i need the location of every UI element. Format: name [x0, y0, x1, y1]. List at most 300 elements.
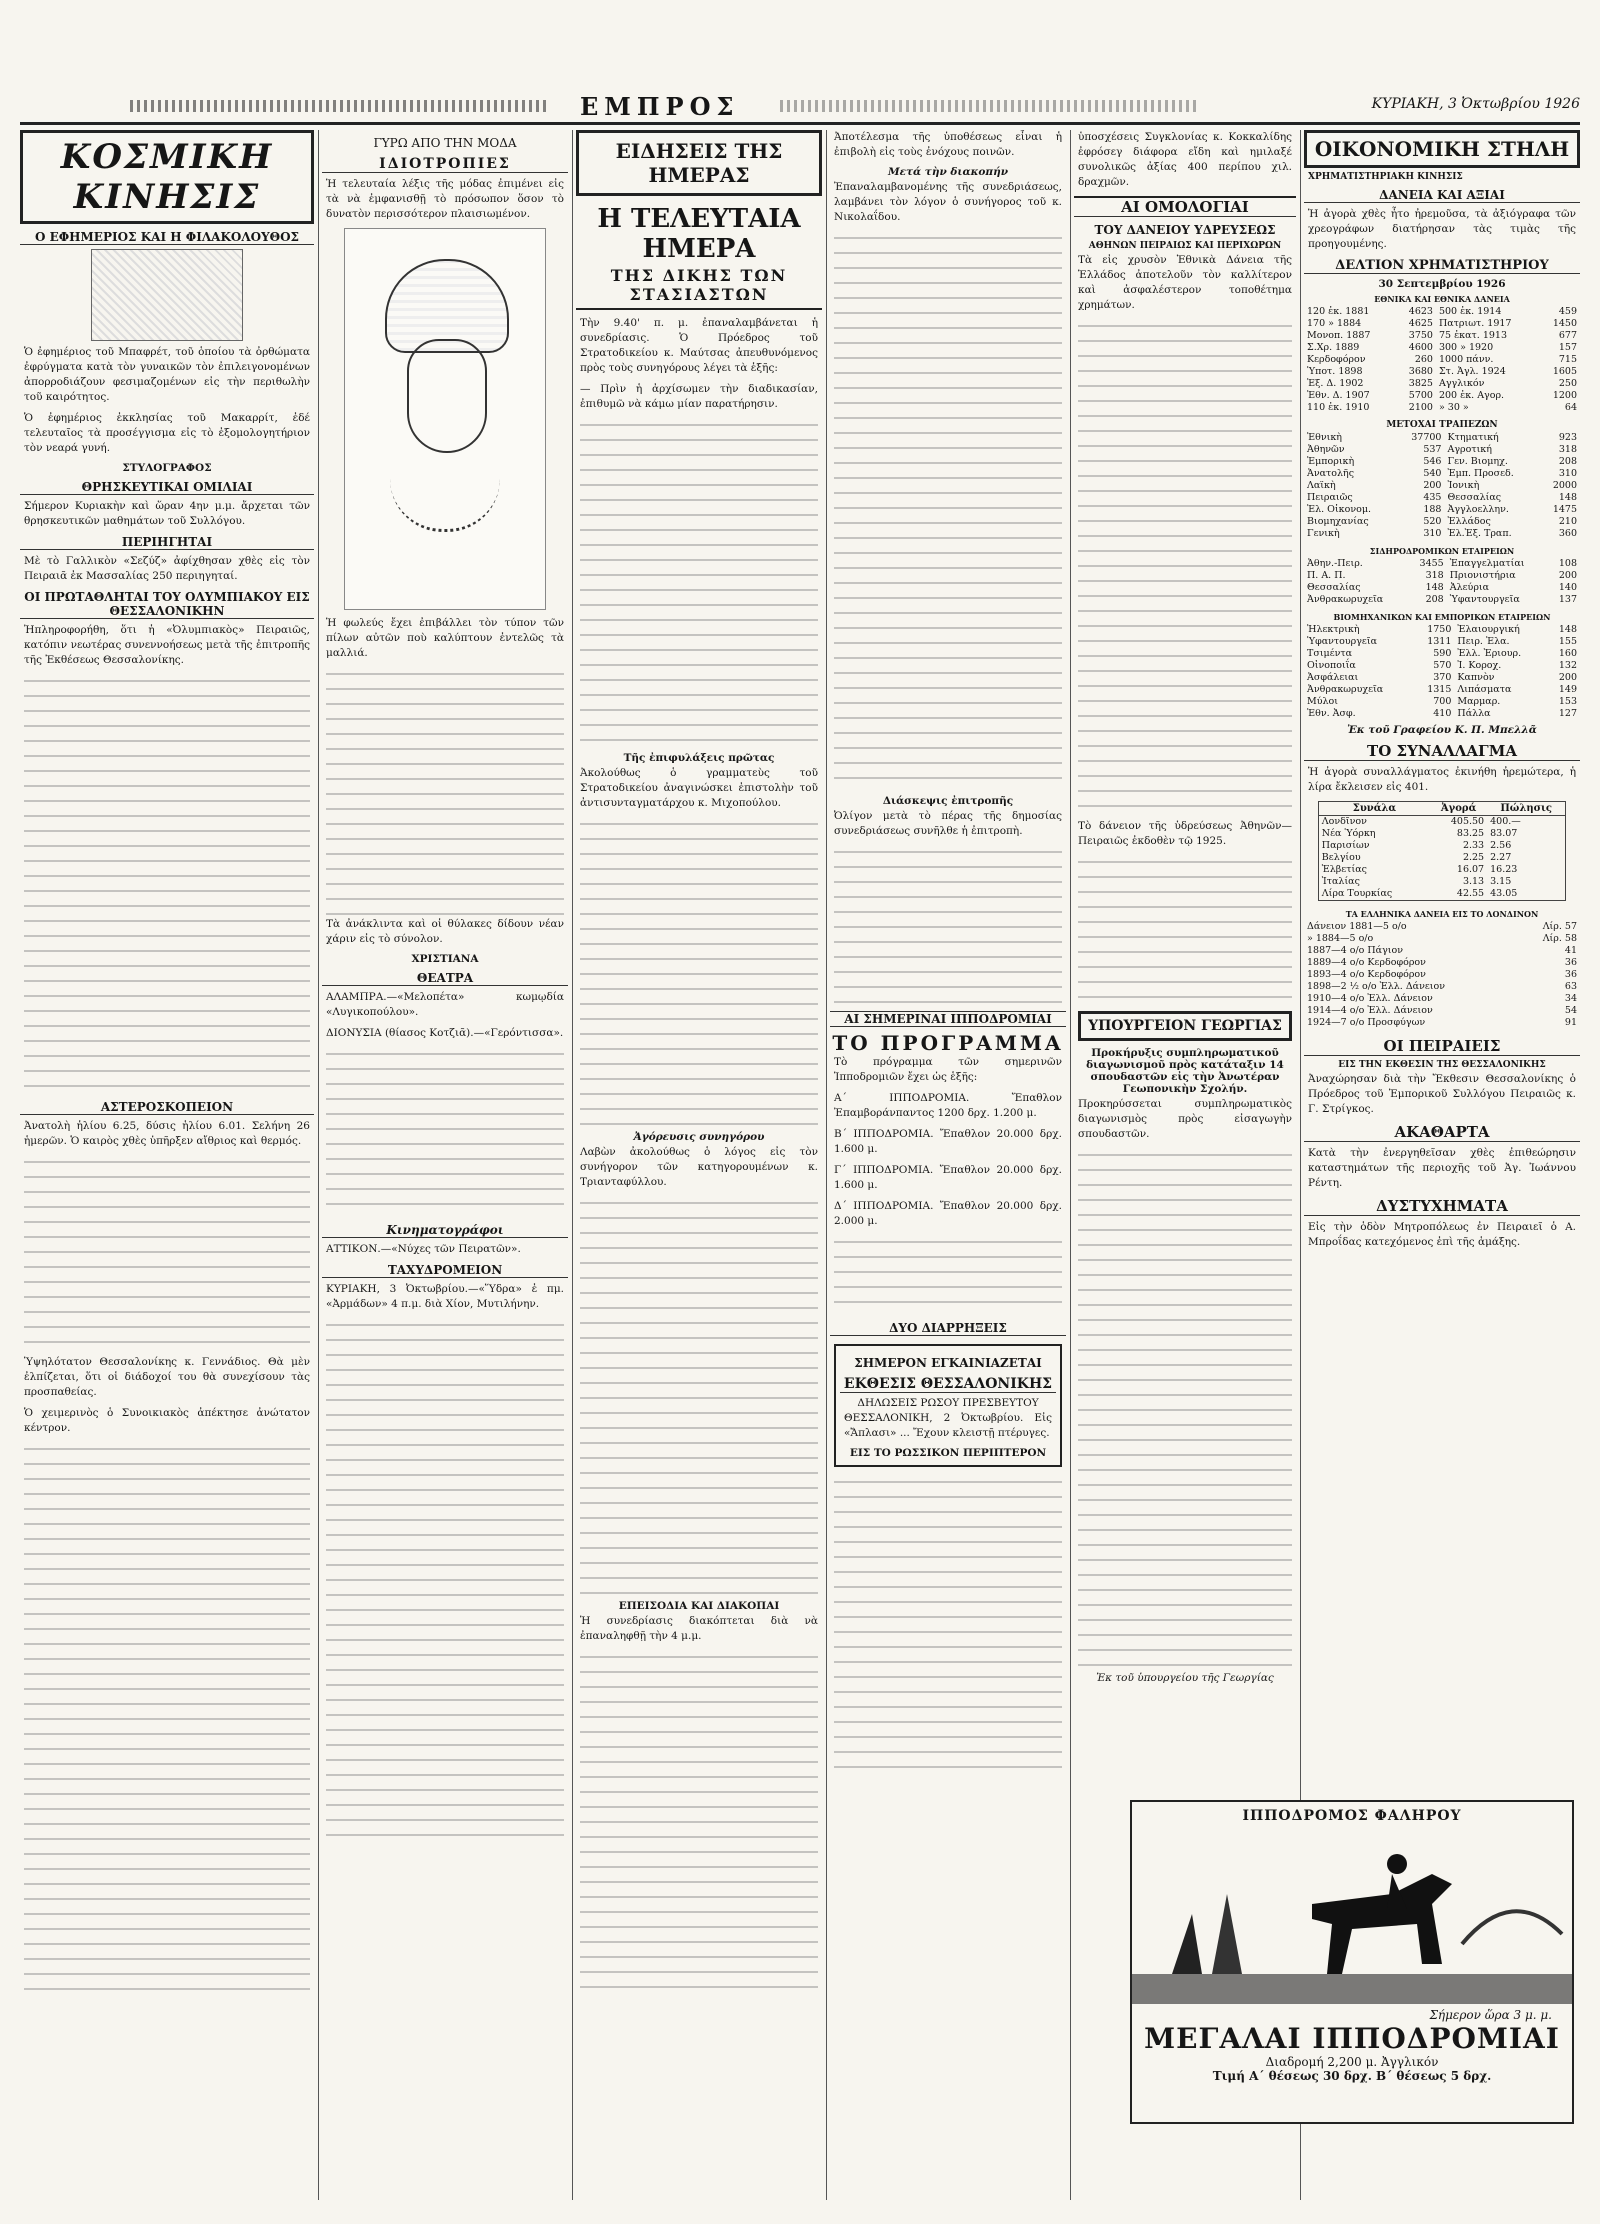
fx-row — [1318, 876, 1565, 888]
table-cell: 2100 — [1408, 402, 1433, 413]
table-title: ΕΘΝΙΚΑ ΚΑΙ ΕΘΝΙΚΑ ΔΑΝΕΙΑ — [1374, 294, 1510, 304]
table-cell: 459 — [1558, 306, 1577, 317]
exchange-headline: ΤΟ ΣΥΝΑΛΛΑΓΜΑ — [1304, 742, 1580, 761]
article-text: Ἀκολούθως ὁ γραμματεὺς τοῦ Στρατοδικείου ἀναγινώσκει ἐπιστολὴν τοῦ ἀντισυνταγματάρχου κ. Μιχοπούλου. — [580, 767, 818, 809]
table-cell: 537 — [1423, 444, 1442, 455]
subheading: ΕΙΣ ΤΗΝ ΕΚΘΕΣΙΝ ΤΗΣ ΘΕΣΣΑΛΟΝΙΚΗΣ — [1338, 1060, 1546, 1070]
rail-row — [1304, 558, 1580, 570]
table-cell: 83.25 — [1456, 828, 1485, 839]
article-headline: ΟΙ ΠΕΙΡΑΙΕΙΣ — [1304, 1037, 1580, 1056]
table-cell: Πριονιστήρια — [1449, 570, 1516, 581]
table-cell: 149 — [1558, 684, 1577, 695]
table-cell: 157 — [1558, 342, 1577, 353]
article-text: Ἡ ἀγορὰ χθὲς ἦτο ἠρεμοῦσα, τὰ ἀξιόγραφα τῶν χρεογράφων διατήρησαν τὰς τιμὰς τῆς προηγουμένης. — [1308, 208, 1576, 250]
masthead-title: ΕΜΠΡΟΣ — [580, 92, 740, 121]
table-title: ΤΑ ΕΛΛΗΝΙΚΑ ΔΑΝΕΙΑ ΕΙΣ ΤΟ ΛΟΝΔΙΝΟΝ — [1345, 909, 1539, 919]
table-cell: Σ.Χρ. 1889 — [1307, 342, 1360, 353]
table-cell: Ἐλλ. Ἐριουρ. — [1457, 648, 1522, 659]
subheading: Ἀγόρευσις συνηγόρου — [633, 1131, 765, 1143]
table-cell: 715 — [1558, 354, 1577, 365]
table-cell: 1200 — [1552, 390, 1577, 401]
table-cell: Βιομηχανίας — [1307, 516, 1369, 527]
article-text: Τὴν 9.40' π. μ. ἐπαναλαμβάνεται ἡ συνεδρίασις. Ὁ Πρόεδρος τοῦ Στρατοδικείου κ. Μαύτσας ἀπευθυνόμενος πρὸς τοὺς συνηγόρους λέγει τὰ ἑξῆς: — [580, 317, 818, 374]
industry-row — [1304, 660, 1580, 672]
table-cell: 2.56 — [1490, 840, 1512, 851]
ad-line2: Τιμή Α΄ θέσεως 30 δρχ. Β΄ θέσεως 5 δρχ. — [1212, 2069, 1492, 2083]
table-cell: 153 — [1558, 696, 1577, 707]
table-cell: 435 — [1423, 492, 1442, 503]
table-cell: 148 — [1425, 582, 1444, 593]
bank-row — [1304, 528, 1580, 540]
table-cell: 310 — [1558, 468, 1577, 479]
table-cell: Κερδοφόρον — [1307, 354, 1366, 365]
table-cell: 120 ἐκ. 1881 — [1307, 306, 1370, 317]
bank-row — [1304, 456, 1580, 468]
race-entry: Β΄ ΙΠΠΟΔΡΟΜΙΑ. Ἔπαθλον 20.000 δρχ. 1.600 μ. — [834, 1128, 1062, 1155]
table-cell: 4625 — [1408, 318, 1433, 329]
table-cell: Γεν. Βιομηχ. — [1447, 456, 1508, 467]
filler-lines — [1078, 319, 1292, 819]
masthead-date: ΚΥΡΙΑΚΗ, 3 Ὀκτωβρίου 1926 — [1371, 96, 1580, 112]
industry-row — [1304, 684, 1580, 696]
filler-lines — [24, 674, 310, 1094]
race-entry: Α΄ ΙΠΠΟΔΡΟΜΙΑ. Ἔπαθλον Ἐπαμβοράνπαντος 1200 δρχ. 1.200 μ. — [834, 1092, 1062, 1119]
table-cell: Ἐμπορικὴ — [1307, 456, 1355, 467]
filler-lines — [834, 845, 1062, 1005]
table-cell: Ἀθηνῶν — [1307, 444, 1345, 455]
article-text: ὑποσχέσεις Συγκλονίας κ. Κοκκαλίδης ἐφρόσεγ διάφορα εἴδη καὶ ημιλαξέ συνολικῶς ἀξίας 400 περίπου χιλ. δραχμῶν. — [1078, 131, 1292, 188]
article-headline: ΑΙ ΟΜΟΛΟΓΙΑΙ — [1074, 196, 1296, 217]
article-headline: ΑΣΤΕΡΟΣΚΟΠΕΙΟΝ — [20, 1100, 314, 1115]
table-cell: Ἐθν. Δ. 1907 — [1307, 390, 1370, 401]
table-cell: Καπνὸν — [1457, 672, 1495, 683]
article-headline: ΘΡΗΣΚΕΥΤΙΚΑΙ ΟΜΙΛΙΑΙ — [20, 480, 314, 495]
filler-lines — [24, 1442, 310, 2002]
table-cell: Ἰ. Κοροχ. — [1457, 660, 1502, 671]
table-cell: Ἰταλίας — [1321, 876, 1360, 887]
fx-column-header: Συνάλα — [1318, 802, 1430, 816]
table-cell: Λίρα Τουρκίας — [1321, 888, 1393, 899]
table-cell: 318 — [1558, 444, 1577, 455]
london-row — [1304, 921, 1580, 933]
section-banner-news: ΕΙΔΗΣΕΙΣ ΤΗΣ ΗΜΕΡΑΣ — [576, 130, 822, 196]
table-cell: Ἐλ.Ἐξ. Τραπ. — [1447, 528, 1512, 539]
article-text: Ἡ φωλεύς ἔχει ἐπιβάλλει τὸν τύπον τῶν πίλων αὐτῶν ποὺ καλύπτουν ἐντελῶς τὰ μαλλιά. — [326, 617, 564, 659]
table-cell: 1311 — [1427, 636, 1452, 647]
table-cell: Ὑφαντουργεῖα — [1449, 594, 1520, 605]
fx-row — [1318, 852, 1565, 864]
london-row — [1304, 933, 1580, 945]
table-cell: 400.— — [1490, 816, 1521, 827]
table-cell: 923 — [1558, 432, 1577, 443]
table-cell: 148 — [1558, 492, 1577, 503]
table-cell: 155 — [1558, 636, 1577, 647]
article-headline: ΤΟΥ ΔΑΝΕΙΟΥ ΥΔΡΕΥΣΕΩΣ — [1094, 223, 1276, 237]
listing: ΔΙΟΝΥΣΙΑ (θίασος Κοτζιᾶ).—«Γερόντισσα». — [326, 1027, 564, 1039]
racecourse-advertisement — [1130, 1800, 1574, 2124]
table-cell: Ἀγγλοελλην. — [1447, 504, 1509, 515]
article-text: Ἡ ἀγορὰ συναλλάγματος ἐκινήθη ἠρεμώτερα, ἡ λίρα ἔκλεισεν εἰς 401. — [1308, 766, 1576, 793]
table-cell: 43.05 — [1490, 888, 1518, 899]
filler-lines — [834, 1475, 1062, 1775]
table-cell: 16.07 — [1456, 864, 1485, 875]
subheading: Διάσκεψις ἐπιτροπῆς — [882, 795, 1014, 807]
racing-program-title: ΤΟ ΠΡΟΓΡΑΜΜΑ — [832, 1031, 1064, 1055]
table-cell: Ὑφαντουργεῖα — [1307, 636, 1377, 647]
filler-lines — [834, 231, 1062, 791]
table-cell: » 1884—5 ο/ο — [1307, 933, 1374, 944]
table-cell: Πατριωτ. 1917 — [1438, 318, 1512, 329]
article-headline: Ο ΕΦΗΜΕΡΙΟΣ ΚΑΙ Η ΦΙΛΑΚΟΛΟΥΘΟΣ — [20, 230, 314, 245]
table-cell: 1887—4 ο/ο Πάγιον — [1307, 945, 1403, 956]
loan-row — [1304, 342, 1580, 354]
table-cell: 3825 — [1408, 378, 1433, 389]
table-cell: Ἐλαιουργική — [1457, 624, 1520, 635]
article-text: Λαβὼν ἀκολούθως ὁ λόγος εἰς τὸν συνήγορον τῶν κατηγορουμένων κ. Τριανταφύλλου. — [580, 1146, 818, 1188]
table-cell: Ἀθην.-Πειρ. — [1307, 558, 1363, 569]
table-cell: 1889—4 ο/ο Κερδοφόρον — [1307, 957, 1426, 968]
article-text: Τὸ δάνειον τῆς ὑδρεύσεως Ἀθηνῶν—Πειραιῶς ἐκδοθὲν τῷ 1925. — [1078, 820, 1292, 847]
table-cell: 1605 — [1552, 366, 1577, 377]
table-cell: 148 — [1558, 624, 1577, 635]
fx-row — [1318, 864, 1565, 876]
table-cell: 188 — [1423, 504, 1442, 515]
table-cell: 1910—4 ο/ο Ἐλλ. Δάνειον — [1307, 993, 1433, 1004]
loan-row — [1304, 330, 1580, 342]
article-text: Ὀλίγον μετὰ τὸ πέρας τῆς δημοσίας συνεδριάσεως συνῆλθε ἡ ἐπιτροπὴ. — [834, 810, 1062, 837]
bank-row — [1304, 516, 1580, 528]
table-cell: 2.33 — [1462, 840, 1485, 851]
article-headline: ΟΙ ΠΡΩΤΑΘΛΗΤΑΙ ΤΟΥ ΟΛΥΜΠΙΑΚΟΥ ΕΙΣ ΘΕΣΣΑΛΟΝΙΚΗΝ — [20, 590, 314, 619]
section-head-cinemas: Κινηματογράφοι — [322, 1223, 568, 1238]
table-cell: 1475 — [1552, 504, 1577, 515]
table-cell: 318 — [1425, 570, 1444, 581]
column-rule — [1070, 130, 1071, 2200]
table-title: ΒΙΟΜΗΧΑΝΙΚΩΝ ΚΑΙ ΕΜΠΟΡΙΚΩΝ ΕΤΑΙΡΕΙΩΝ — [1333, 612, 1551, 622]
rail-table — [1304, 558, 1580, 606]
table-cell: 2000 — [1552, 480, 1577, 491]
industry-row — [1304, 636, 1580, 648]
table-cell: 260 — [1414, 354, 1433, 365]
table-cell: Ἀνθρακωρυχεῖα — [1307, 684, 1384, 695]
race-entry: Γ΄ ΙΠΠΟΔΡΟΜΙΑ. Ἔπαθλον 20.000 δρχ. 1.600 μ. — [834, 1164, 1062, 1191]
table-cell: Λονδῖνον — [1321, 816, 1367, 827]
table-cell: 405.50 — [1450, 816, 1485, 827]
fashion-illustration — [344, 228, 546, 610]
column-news — [576, 130, 822, 2200]
article-text: Ὑψηλότατον Θεσσαλονίκης κ. Γεννάδιος. Θὰ μὲν ἐλπίζεται, ὅτι οἱ διάδοχοί του θὰ συνεχίσουν τὰς προσπαθείας. — [24, 1356, 310, 1398]
industry-row — [1304, 696, 1580, 708]
signature: ΧΡΙΣΤΙΑΝΑ — [411, 953, 479, 965]
article-text: Προκηρύσσεται συμπληρωματικὸς διαγωνισμὸς πρὸς εἰσαγωγὴν σπουδαστῶν. — [1078, 1098, 1292, 1140]
table-cell: 1000 πάνν. — [1438, 354, 1494, 365]
table-cell: 132 — [1558, 660, 1577, 671]
article-text: — Πρὶν ἡ ἀρχίσωμεν τὴν διαδικασίαν, ἐπιθυμῶ νὰ κάμω μίαν παρατήρησιν. — [580, 383, 818, 410]
fx-row — [1318, 828, 1565, 840]
london-row — [1304, 969, 1580, 981]
subheading: ΔΗΛΩΣΕΙΣ ΡΩΣΟΥ ΠΡΕΣΒΕΥΤΟΥ — [857, 1397, 1039, 1409]
article-text: Τὸ πρόγραμμα τῶν σημερινῶν Ἱπποδρομιῶν ἔχει ὡς ἑξῆς: — [834, 1056, 1062, 1083]
table-cell: 5700 — [1408, 390, 1433, 401]
table-cell: 677 — [1558, 330, 1577, 341]
table-cell: Δάνειον 1881—5 ο/ο — [1307, 921, 1407, 932]
table-cell: 1750 — [1427, 624, 1452, 635]
section-head-post: ΤΑΧΥΔΡΟΜΕΙΟΝ — [322, 1263, 568, 1278]
article-text: Ἀναχώρησαν διὰ τὴν Ἔκθεσιν Θεσσαλονίκης ὁ Πρόεδρος τοῦ Ἐμπορικοῦ Συλλόγου Πειραιῶς κ. Γ. Στρίγκος. — [1308, 1073, 1576, 1115]
masthead-ornament — [130, 100, 550, 112]
table-cell: Πειρ. Ἐλα. — [1457, 636, 1510, 647]
column-fashion — [322, 130, 568, 2200]
article-text: Ὁ ἐφημέριος τοῦ Μπαφρέτ, τοῦ ὁποίου τὰ ὀρθώματα ἐφρύγματα κατὰ τὸν γυναικῶν τὸν ἐπιλειγονομένων ἀπορροδιάζουν φεσιμαζομένων εἰς τὴν περιθωλὴν τοῦ καιρότητος. — [24, 346, 310, 403]
london-row — [1304, 1017, 1580, 1029]
table-cell: 63 — [1564, 981, 1577, 992]
table-cell: 590 — [1433, 648, 1452, 659]
article-text: ΘΕΣΣΑΛΟΝΙΚΗ, 2 Ὀκτωβρίου. Εἰς «Ἄπλασι» ... Ἔχουν κλειστῇ πτέρυγες. — [844, 1412, 1052, 1439]
column-news-2 — [830, 130, 1066, 2200]
fx-column-header: Πώλησις — [1487, 802, 1566, 816]
table-cell: Μύλοι — [1307, 696, 1338, 707]
signature: Ἐκ τοῦ Γραφείου Κ. Π. Μπελλᾶ — [1347, 724, 1537, 736]
table-cell: 1450 — [1552, 318, 1577, 329]
ad-line1: Διαδρομή 2,200 μ. Ἀγγλικόν — [1265, 2055, 1439, 2069]
table-cell: Μαρμαρ. — [1457, 696, 1501, 707]
table-cell: 110 ἐκ. 1910 — [1307, 402, 1370, 413]
table-cell: Ἰονικὴ — [1447, 480, 1480, 491]
loan-row — [1304, 306, 1580, 318]
section-banner-kosmiki: ΚΟΣΜΙΚΗ ΚΙΝΗΣΙΣ — [20, 130, 314, 224]
exhibition-box — [834, 1344, 1062, 1467]
ad-time: Σήμερον ὥρα 3 μ. μ. — [1429, 2008, 1552, 2022]
london-row — [1304, 981, 1580, 993]
table-cell: Οἰνοποιΐα — [1307, 660, 1356, 671]
table-cell: Θεσσαλίας — [1447, 492, 1502, 503]
london-row — [1304, 1005, 1580, 1017]
table-cell: 36 — [1564, 957, 1577, 968]
fx-row — [1318, 816, 1565, 829]
fx-row — [1318, 840, 1565, 852]
table-cell: 42.55 — [1456, 888, 1485, 899]
headline-sub: ΤΗΣ ΔΙΚΗΣ ΤΩΝ ΣΤΑΣΙΑΣΤΩΝ — [576, 266, 822, 310]
bank-row — [1304, 480, 1580, 492]
bank-row — [1304, 444, 1580, 456]
table-cell: Λαϊκὴ — [1307, 480, 1336, 491]
article-text: Ἠπληροφορήθη, ὅτι ἡ «Ὀλυμπιακὸς» Πειραιῶς, κατόπιν νεωτέρας συνεννοήσεως μετὰ τῆς ἐπιτροπῆς τῆς Ἐκθέσεως Θεσσαλονίκης. — [24, 624, 310, 666]
filler-lines — [1078, 1148, 1292, 1668]
table-cell: Ὑποτ. 1898 — [1307, 366, 1363, 377]
subheading: ΕΠΕΙΣΟΔΙΑ ΚΑΙ ΔΙΑΚΟΠΑΙ — [618, 1600, 780, 1612]
industry-row — [1304, 624, 1580, 636]
industry-row — [1304, 672, 1580, 684]
article-text: Ἀποτέλεσμα τῆς ὑποθέσεως εἶναι ἡ ἐπιβολὴ εἰς τοὺς ἐνόχους ποινῶν. — [834, 131, 1062, 158]
table-cell: » 30 » — [1438, 402, 1469, 413]
table-cell: Αγροτική — [1447, 444, 1492, 455]
subheading: ΧΡΗΜΑΤΙΣΤΗΡΙΑΚΗ ΚΙΝΗΣΙΣ — [1308, 172, 1463, 182]
masthead — [20, 92, 1580, 125]
listing: ΑΤΤΙΚΟΝ.—«Νύχες τῶν Πειρατῶν». — [326, 1243, 521, 1255]
table-cell: 3455 — [1419, 558, 1444, 569]
rail-row — [1304, 582, 1580, 594]
table-cell: Κτηματική — [1447, 432, 1499, 443]
column-rule — [826, 130, 827, 2200]
loan-row — [1304, 378, 1580, 390]
table-cell: 200 — [1558, 570, 1577, 581]
table-cell: Ἐλ. Οἰκονομ. — [1307, 504, 1372, 515]
filler-lines — [580, 1196, 818, 1596]
subheading: ΕΙΣ ΤΟ ΡΩΣΣΙΚΟΝ ΠΕΡΙΠΤΕΡΟΝ — [849, 1447, 1047, 1459]
stock-bulletin-title: ΔΕΛΤΙΟΝ ΧΡΗΜΑΤΙΣΤΗΡΙΟΥ — [1304, 258, 1580, 274]
column-rule — [572, 130, 573, 2200]
racing-headline: ΑΙ ΣΗΜΕΡΙΝΑΙ ΙΠΠΟΔΡΟΜΙΑΙ — [830, 1011, 1066, 1027]
article-text: Τὰ εἰς χρυσὸν Ἑθνικὰ Δάνεια τῆς Ἑλλάδος ἀποτελοῦν τὸν καλλίτερον καὶ ἀσφαλέστερον τοποθέτημα χρημάτων. — [1078, 254, 1292, 311]
article-headline: ΔΥΟ ΔΙΑΡΡΗΞΕΙΣ — [830, 1321, 1066, 1336]
article-text: Κατὰ τὴν ἐνεργηθεῖσαν χθὲς ἐπιθεώρησιν καταστημάτων τῆς περιοχῆς τοῦ Ἀγ. Ἰωάννου Ρέντη. — [1308, 1147, 1576, 1189]
table-cell: 64 — [1564, 402, 1577, 413]
table-cell: Ἀνατολῆς — [1307, 468, 1355, 479]
article-text: Τὰ ἀνάκλιντα καὶ οἱ θύλακες δίδουν νέαν χάριν εἰς τὸ σύνολον. — [326, 918, 564, 945]
listing: ΑΛΑΜΠΡΑ.—«Μελοπέτα» κωμῳδία «Λυγικοπούλου». — [326, 991, 564, 1018]
ad-title: ΙΠΠΟΔΡΟΜΟΣ ΦΑΛΗΡΟΥ — [1242, 1808, 1462, 1824]
table-cell: Πάλλα — [1457, 708, 1491, 719]
table-cell: Παρισίων — [1321, 840, 1370, 851]
table-cell: Ἑλβετίας — [1321, 864, 1367, 875]
horse-rider-illustration — [1132, 1824, 1572, 2004]
table-cell: Ἐθν. Ἀσφ. — [1307, 708, 1356, 719]
table-title: ΜΕΤΟΧΑΙ ΤΡΑΠΕΖΩΝ — [1386, 420, 1498, 430]
table-cell: 1315 — [1427, 684, 1452, 695]
table-cell: Στ. Ἀγλ. 1924 — [1438, 366, 1506, 377]
table-cell: Λίρ. 57 — [1542, 921, 1577, 932]
table-cell: Ἠλεκτρικὴ — [1307, 624, 1360, 635]
table-cell: Μονοπ. 1887 — [1307, 330, 1371, 341]
table-cell: 127 — [1558, 708, 1577, 719]
table-cell: 370 — [1433, 672, 1452, 683]
table-cell: Πειραιῶς — [1307, 492, 1353, 503]
industry-table — [1304, 624, 1580, 720]
table-cell: Ἐπαγγελματίαι — [1449, 558, 1525, 569]
loan-row — [1304, 366, 1580, 378]
necklace-shape — [390, 479, 500, 532]
subheading: Προκήρυξις συμπληρωματικοῦ διαγωνισμοῦ πρὸς κατάταξιν 14 σπουδαστῶν εἰς τὴν Ἀνωτέραν Γεωπονικὴν Σχολήν. — [1086, 1047, 1284, 1095]
table-cell: 1914—4 ο/ο Ἐλλ. Δάνειον — [1307, 1005, 1433, 1016]
article-headline: ΕΚΘΕΣΙΣ ΘΕΣΣΑΛΟΝΙΚΗΣ — [840, 1376, 1056, 1393]
table-cell: Ἐμπ. Προσεδ. — [1447, 468, 1514, 479]
london-row — [1304, 945, 1580, 957]
subheading: ΑΘΗΝΩΝ ΠΕΙΡΑΙΩΣ ΚΑΙ ΠΕΡΙΧΩΡΩΝ — [1088, 241, 1282, 251]
table-cell: Νέα Ὑόρκη — [1321, 828, 1376, 839]
table-cell: 140 — [1558, 582, 1577, 593]
table-cell: 540 — [1423, 468, 1442, 479]
table-cell: Ἐθνικὴ — [1307, 432, 1342, 443]
bank-row — [1304, 468, 1580, 480]
article-text: Ὁ ἐφημέριος ἐκκλησίας τοῦ Μακαρρίτ, ἐδέ τελευταῖος τὰ προσέγγισμα εἰς τὸ ἐξομολογητήριον τὸν νεαρά γυνή. — [24, 412, 310, 454]
table-cell: 410 — [1433, 708, 1452, 719]
london-row — [1304, 957, 1580, 969]
article-headline: ΔΥΣΤΥΧΗΜΑΤΑ — [1304, 1197, 1580, 1216]
table-cell: 16.23 — [1490, 864, 1518, 875]
column-social — [20, 130, 314, 2200]
loan-row — [1304, 390, 1580, 402]
banks-table — [1304, 432, 1580, 540]
article-text: Ἡ τελευταία λέξις τῆς μόδας ἐπιμένει εἰς τὰ νὰ ἐμφανισθῇ τὸ πρόσωπον ὅσον τὸ δυνατὸν περισσότερον πλαισιωμένον. — [326, 178, 564, 220]
filler-lines — [24, 1155, 310, 1355]
table-cell: 4623 — [1408, 306, 1433, 317]
filler-lines — [580, 418, 818, 748]
listing: ΚΥΡΙΑΚΗ, 3 Ὀκτωβρίου.—«Ὕδρα» ἐ πμ. «Ἀρμάδων» 4 π.μ. διὰ Χίον, Μυτιλήνην. — [326, 1283, 564, 1310]
table-cell: 200 — [1423, 480, 1442, 491]
table-cell: 37700 — [1411, 432, 1442, 443]
table-cell: 1893—4 ο/ο Κερδοφόρον — [1307, 969, 1426, 980]
article-text: Ἀνατολὴ ἡλίου 6.25, δύσις ἡλίου 6.01. Σελήνη 26 ἡμερῶν. Ὁ καιρὸς χθὲς ὑπῆρξεν αἴθριος καὶ θερμός. — [24, 1120, 310, 1147]
bank-row — [1304, 504, 1580, 516]
table-cell: 520 — [1423, 516, 1442, 527]
table-cell: 34 — [1564, 993, 1577, 1004]
signature: ΣΤΥΛΟΓΡΑΦΟΣ — [122, 462, 212, 474]
table-cell: 54 — [1564, 1005, 1577, 1016]
table-cell: 2.27 — [1490, 852, 1512, 863]
table-cell: 91 — [1564, 1017, 1577, 1028]
table-cell: Ἐξ. Δ. 1902 — [1307, 378, 1364, 389]
table-cell: Ἐλλάδος — [1447, 516, 1491, 527]
table-cell: Αγγλικόν — [1438, 378, 1485, 389]
table-cell: 300 » 1920 — [1438, 342, 1494, 353]
table-cell: 83.07 — [1490, 828, 1518, 839]
fx-table — [1318, 801, 1566, 901]
face-shape — [407, 339, 487, 453]
article-text: Ἐπαναλαμβανομένης τῆς συνεδριάσεως, λαμβάνει τὸν λόγον ὁ συνήγορος τοῦ κ. Νικολαΐδου. — [834, 181, 1062, 223]
ministry-banner: ΥΠΟΥΡΓΕΙΟΝ ΓΕΩΡΓΙΑΣ — [1078, 1011, 1292, 1041]
filler-lines — [834, 1235, 1062, 1315]
london-row — [1304, 993, 1580, 1005]
table-cell: Θεσσαλίας — [1307, 582, 1361, 593]
article-text: Ὁ χειμερινὸς ὁ Συνοικιακὸς ἀπέκτησε ἀνώτατον κέντρον. — [24, 1407, 310, 1434]
filler-lines — [326, 1047, 564, 1217]
table-cell: 36 — [1564, 969, 1577, 980]
table-cell: 1898—2 ½ ο/ο Ἐλλ. Δάνειον — [1307, 981, 1446, 992]
masthead-ornament-right — [780, 100, 1200, 112]
fx-row — [1318, 888, 1565, 901]
article-text: Μὲ τὸ Γαλλικὸν «Σεζύζ» ἀφίχθησαν χθὲς εἰς τὸν Πειραιᾶ ἐκ Μασσαλίας 250 περιηγηταί. — [24, 555, 310, 582]
table-cell: 137 — [1558, 594, 1577, 605]
rail-row — [1304, 570, 1580, 582]
table-cell: 3.13 — [1462, 876, 1485, 887]
table-cell: Γενικὴ — [1307, 528, 1340, 539]
loan-row — [1304, 354, 1580, 366]
loan-row — [1304, 318, 1580, 330]
table-cell: 1924—7 ο/ο Προσφύγων — [1307, 1017, 1426, 1028]
article-text: Σήμερον Κυριακὴν καὶ ὥραν 4ην μ.μ. ἄρχεται τῶν θρησκευτικῶν μαθημάτων τοῦ Συλλόγου. — [24, 500, 310, 527]
filler-lines — [580, 817, 818, 1127]
article-title: ΙΔΙΟΤΡΟΠΙΕΣ — [322, 156, 568, 173]
loans-table — [1304, 306, 1580, 414]
table-cell: 4600 — [1408, 342, 1433, 353]
table-cell: 700 — [1433, 696, 1452, 707]
table-title: ΣΙΔΗΡΟΔΡΟΜΙΚΩΝ ΕΤΑΙΡΕΙΩΝ — [1369, 546, 1515, 556]
table-cell: 41 — [1564, 945, 1577, 956]
loan-row — [1304, 402, 1580, 414]
london-table — [1304, 921, 1580, 1029]
table-cell: 250 — [1558, 378, 1577, 389]
stock-bulletin-date: 30 Σεπτεμβρίου 1926 — [1378, 278, 1506, 290]
column-rule — [318, 130, 319, 2200]
table-cell: Λίρ. 58 — [1542, 933, 1577, 944]
ad-big-title: ΜΕΓΑΛΑΙ ΙΠΠΟΔΡΟΜΙΑΙ — [1144, 2022, 1560, 2055]
article-headline: ΣΗΜΕΡΟΝ ΕΓΚΑΙΝΙΑΖΕΤΑΙ — [854, 1356, 1042, 1370]
table-cell: Βελγίου — [1321, 852, 1361, 863]
article-headline: ΠΕΡΙΗΓΗΤΑΙ — [20, 535, 314, 550]
filler-lines — [1078, 855, 1292, 1005]
bank-row — [1304, 432, 1580, 444]
table-cell: 2.25 — [1462, 852, 1485, 863]
